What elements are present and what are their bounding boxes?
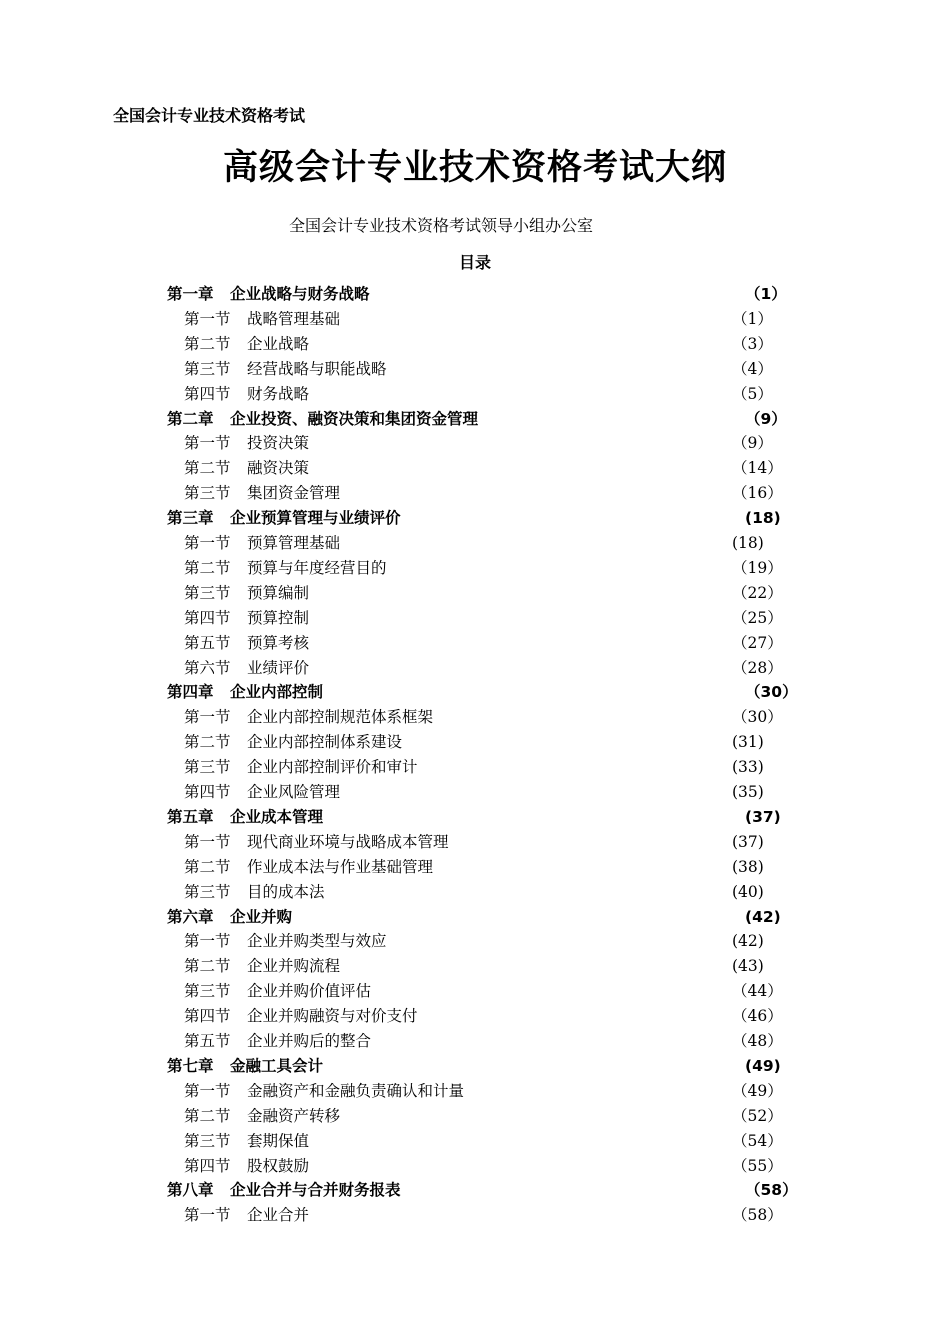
toc-entry-number: 第二节	[184, 957, 231, 976]
toc-section-row	[0, 979, 950, 1003]
toc-entry-page: （9）	[745, 409, 787, 428]
toc-entry-page: (18)	[745, 509, 781, 528]
toc-entry-page: （55）	[732, 1156, 783, 1175]
toc-section-row	[0, 656, 950, 680]
toc-entry-title: 预算与年度经营目的	[247, 558, 387, 577]
toc-entry-title: 企业内部控制规范体系框架	[247, 708, 434, 727]
toc-entry-page: （16）	[732, 484, 783, 503]
toc-section-row	[0, 631, 950, 655]
toc-entry-title: 预算控制	[247, 608, 310, 627]
toc-chapter-row	[0, 282, 950, 306]
toc-heading: 目录	[458, 253, 491, 272]
toc-entry-page: （54）	[732, 1131, 783, 1150]
toc-chapter-row	[0, 680, 950, 704]
toc-entry-title: 企业预算管理与业绩评价	[230, 509, 401, 528]
toc-section-row	[0, 1154, 950, 1178]
toc-entry-page: (49)	[745, 1056, 781, 1075]
toc-chapter-row	[0, 905, 950, 929]
toc-entry-title: 企业投资、融资决策和集团资金管理	[230, 409, 479, 428]
toc-entry-page: （4）	[732, 359, 773, 378]
toc-entry-page: （48）	[732, 1032, 783, 1050]
toc-entry-number: 第二节	[184, 459, 231, 478]
toc-entry-page: （58）	[732, 1206, 783, 1225]
toc-section-row	[0, 780, 950, 804]
toc-section-row	[0, 606, 950, 630]
toc-entry-number: 第一节	[184, 434, 231, 453]
toc-entry-page: （58）	[745, 1181, 798, 1200]
toc-entry-number: 第三节	[184, 359, 231, 378]
document-subtitle: 全国会计专业技术资格考试领导小组办公室	[288, 216, 593, 235]
exam-header: 全国会计专业技术资格考试	[113, 106, 306, 125]
toc-entry-page: (31)	[732, 733, 764, 752]
toc-entry-title: 企业并购后的整合	[247, 1032, 372, 1050]
toc-entry-page: （22）	[732, 583, 783, 602]
toc-entry-title: 金融资产和金融负责确认和计量	[247, 1081, 465, 1100]
toc-entry-page: （49）	[732, 1081, 783, 1100]
toc-entry-title: 企业并购价值评估	[247, 982, 372, 1001]
toc-entry-page: （52）	[732, 1106, 783, 1125]
toc-entry-page: （1）	[745, 285, 787, 303]
toc-section-row	[0, 332, 950, 356]
toc-entry-number: 第七章	[167, 1056, 214, 1075]
toc-entry-page: (18)	[732, 534, 764, 552]
toc-entry-title: 融资决策	[247, 459, 310, 478]
toc-section-row	[0, 1129, 950, 1153]
toc-entry-title: 金融工具会计	[230, 1056, 324, 1075]
toc-entry-title: 企业战略	[247, 334, 310, 353]
document-title: 高级会计专业技术资格考试大纲	[222, 148, 727, 188]
toc-entry-number: 第一节	[184, 832, 231, 851]
toc-entry-page: (40)	[732, 882, 764, 901]
toc-entry-title: 企业合并与合并财务报表	[230, 1181, 401, 1200]
toc-section-row	[0, 1203, 950, 1227]
toc-section-row	[0, 830, 950, 854]
toc-section-row	[0, 855, 950, 879]
toc-entry-page: (37)	[732, 832, 764, 851]
toc-entry-number: 第一节	[184, 932, 231, 951]
toc-entry-number: 第三节	[184, 982, 231, 1001]
toc-entry-title: 企业内部控制评价和审计	[247, 758, 418, 777]
toc-entry-title: 企业并购流程	[247, 957, 341, 976]
toc-entry-title: 战略管理基础	[247, 309, 341, 328]
toc-entry-page: （25）	[732, 608, 783, 627]
toc-section-row	[0, 730, 950, 754]
toc-entry-number: 第四节	[184, 1007, 231, 1026]
toc-section-row	[0, 1029, 950, 1053]
toc-chapter-row	[0, 1054, 950, 1078]
toc-entry-number: 第四节	[184, 384, 231, 403]
toc-entry-title: 企业合并	[247, 1206, 310, 1225]
toc-section-row	[0, 531, 950, 555]
toc-entry-title: 预算考核	[247, 633, 310, 652]
toc-chapter-row	[0, 407, 950, 431]
toc-entry-number: 第八章	[167, 1181, 214, 1200]
toc-entry-title: 预算编制	[247, 583, 310, 602]
toc-entry-page: （30）	[745, 683, 798, 702]
toc-entry-number: 第三节	[184, 583, 231, 602]
toc-entry-number: 第一节	[184, 708, 231, 727]
toc-entry-number: 第二节	[184, 334, 231, 353]
toc-section-row	[0, 456, 950, 480]
toc-section-row	[0, 307, 950, 331]
toc-section-row	[0, 1004, 950, 1028]
toc-entry-number: 第二节	[184, 733, 231, 752]
toc-entry-title: 企业内部控制	[230, 683, 324, 702]
toc-entry-number: 第一节	[184, 309, 231, 328]
toc-entry-number: 第五节	[184, 1032, 231, 1050]
toc-chapter-row	[0, 506, 950, 530]
toc-entry-page: (43)	[732, 957, 764, 976]
toc-section-row	[0, 357, 950, 381]
toc-entry-number: 第二节	[184, 857, 231, 876]
toc-entry-title: 企业并购融资与对价支付	[247, 1007, 418, 1026]
toc-entry-title: 作业成本法与作业基础管理	[247, 857, 434, 876]
toc-section-row	[0, 1079, 950, 1103]
toc-entry-page: （44）	[732, 982, 783, 1001]
toc-entry-title: 套期保值	[247, 1131, 310, 1150]
toc-chapter-row	[0, 805, 950, 829]
toc-section-row	[0, 382, 950, 406]
toc-section-row	[0, 556, 950, 580]
toc-chapter-row	[0, 1178, 950, 1202]
toc-section-row	[0, 954, 950, 978]
toc-entry-page: (42)	[732, 932, 764, 951]
toc-entry-page: （19）	[732, 558, 783, 577]
toc-entry-number: 第三节	[184, 1131, 231, 1150]
toc-entry-page: （27）	[732, 633, 783, 652]
toc-entry-page: (33)	[732, 758, 764, 777]
toc-entry-number: 第三节	[184, 484, 231, 503]
toc-entry-page: （3）	[732, 334, 773, 353]
toc-entry-title: 投资决策	[247, 434, 310, 453]
toc-entry-page: (37)	[745, 807, 781, 826]
toc-section-row	[0, 880, 950, 904]
toc-entry-title: 预算管理基础	[247, 534, 341, 552]
toc-entry-number: 第五节	[184, 633, 231, 652]
toc-entry-page: (35)	[732, 783, 764, 801]
toc-entry-number: 第五章	[167, 807, 214, 826]
toc-entry-number: 第一节	[184, 1081, 231, 1100]
toc-entry-page: （5）	[732, 384, 773, 403]
toc-entry-number: 第六节	[184, 658, 231, 677]
toc-entry-number: 第四节	[184, 608, 231, 627]
toc-entry-title: 企业战略与财务战略	[230, 285, 370, 303]
toc-entry-title: 目的成本法	[247, 882, 325, 901]
toc-entry-page: (38)	[732, 857, 764, 876]
toc-entry-page: （46）	[732, 1007, 783, 1026]
toc-entry-page: （9）	[732, 434, 773, 453]
toc-section-row	[0, 705, 950, 729]
toc-entry-number: 第四章	[167, 683, 214, 702]
toc-section-row	[0, 581, 950, 605]
toc-entry-number: 第三节	[184, 758, 231, 777]
toc-entry-number: 第一章	[167, 285, 214, 303]
toc-entry-title: 企业内部控制体系建设	[247, 733, 403, 752]
toc-entry-page: （30）	[732, 708, 783, 727]
toc-entry-number: 第四节	[184, 783, 231, 801]
toc-section-row	[0, 481, 950, 505]
toc-entry-title: 金融资产转移	[247, 1106, 341, 1125]
toc-section-row	[0, 431, 950, 455]
toc-entry-title: 财务战略	[247, 384, 310, 403]
toc-entry-number: 第四节	[184, 1156, 231, 1175]
toc-entry-number: 第三章	[167, 509, 214, 528]
toc-entry-title: 企业并购类型与效应	[247, 932, 387, 951]
toc-entry-number: 第一节	[184, 534, 231, 552]
toc-entry-title: 集团资金管理	[247, 484, 341, 503]
toc-entry-number: 第六章	[167, 907, 214, 926]
toc-entry-title: 企业并购	[230, 907, 293, 926]
toc-section-row	[0, 1104, 950, 1128]
toc-entry-number: 第一节	[184, 1206, 231, 1225]
toc-entry-title: 企业风险管理	[247, 783, 341, 801]
toc-entry-page: (42)	[745, 907, 781, 926]
toc-entry-number: 第二节	[184, 558, 231, 577]
toc-entry-page: （1）	[732, 309, 773, 328]
toc-entry-page: （28）	[732, 658, 783, 677]
toc-entry-title: 股权鼓励	[247, 1156, 310, 1175]
toc-entry-number: 第二节	[184, 1106, 231, 1125]
toc-entry-page: （14）	[732, 459, 783, 478]
toc-section-row	[0, 929, 950, 953]
toc-entry-number: 第二章	[167, 409, 214, 428]
toc-entry-title: 经营战略与职能战略	[247, 359, 387, 378]
toc-entry-title: 企业成本管理	[230, 807, 324, 826]
toc-section-row	[0, 755, 950, 779]
toc-entry-title: 业绩评价	[247, 658, 310, 677]
toc-entry-title: 现代商业环境与战略成本管理	[247, 832, 449, 851]
toc-entry-number: 第三节	[184, 882, 231, 901]
